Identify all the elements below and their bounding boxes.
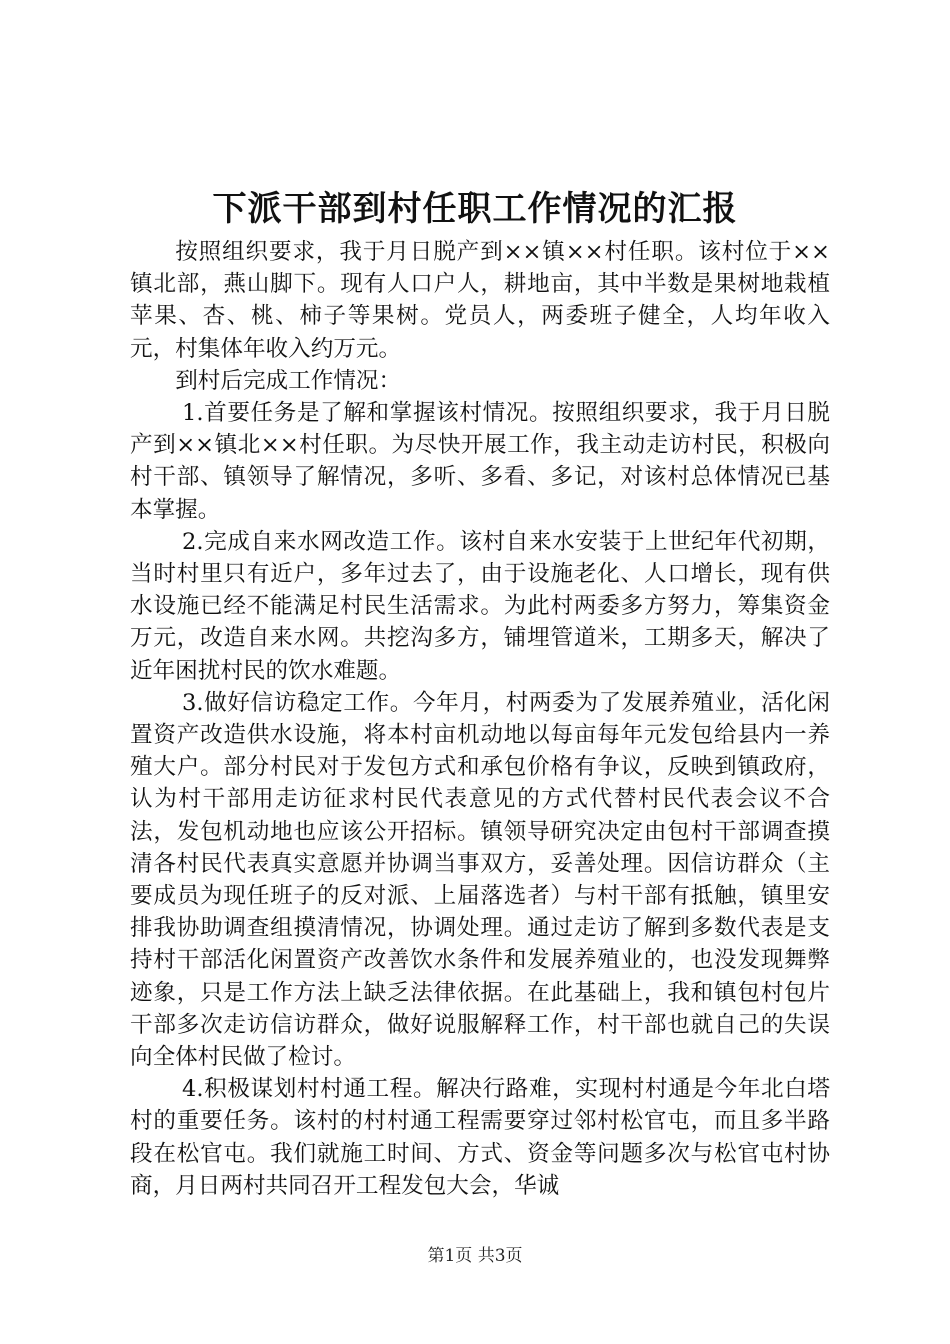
document-title: 下派干部到村任职工作情况的汇报	[212, 189, 738, 229]
document-body	[130, 236, 830, 1202]
paragraph-item-2: 2.完成自来水网改造工作。该村自来水安装于上世纪年代初期，当时村里只有近户，多年过去了，由于设施老化、人口增长，现有供水设施已经不能满足村民生活需求。为此村两委多方努力，筹集资金万元，改造自来水网。共挖沟多方，铺埋管道米，工期多天，解决了近年困扰村民的饮水难题。	[130, 528, 830, 684]
paragraph-work-heading: 到村后完成工作情况：	[175, 367, 402, 394]
paragraph-item-4: 4.积极谋划村村通工程。解决行路难，实现村村通是今年北白塔村的重要任务。该村的村村通工程需要穿过邻村松官屯，而且多半路段在松官屯。我们就施工时间、方式、资金等问题多次与松官屯村协商，月日两村共同召开工程发包大会，华诚	[130, 1076, 830, 1199]
paragraph-intro: 按照组织要求，我于月日脱产到××镇××村任职。该村位于××镇北部，燕山脚下。现有人口户人，耕地亩，其中半数是果树地栽植苹果、杏、桃、柿子等果树。党员人，两委班子健全，人均年收入元，村集体年收入约万元。	[130, 239, 830, 362]
paragraph-item-1: 1.首要任务是了解和掌握该村情况。按照组织要求，我于月日脱产到××镇北××村任职。为尽快开展工作，我主动走访村民，积极向村干部、镇领导了解情况，多听、多看、多记，对该村总体情况已基本掌握。	[130, 400, 830, 523]
page-footer: 第1页 共3页	[427, 1246, 523, 1266]
paragraph-item-3: 3.做好信访稳定工作。今年月，村两委为了发展养殖业，活化闲置资产改造供水设施，将本村亩机动地以每亩每年元发包给县内一养殖大户。部分村民对于发包方式和承包价格有争议，反映到镇政府，认为村干部用走访征求村民代表意见的方式代替村民代表会议不合法，发包机动地也应该公开招标。镇领导研究决定由包村干部调查摸清各村民代表真实意愿并协调当事双方，妥善处理。因信访群众（主要成员为现任班子的反对派、上届落选者）与村干部有抵触，镇里安排我协助调查组摸清情况，协调处理。通过走访了解到多数代表是支持村干部活化闲置资产改善饮水条件和发展养殖业的，也没发现舞弊迹象，只是工作方法上缺乏法律依据。在此基础上，我和镇包村包片干部多次走访信访群众，做好说服解释工作，村干部也就自己的失误向全体村民做了检讨。	[130, 689, 830, 1071]
